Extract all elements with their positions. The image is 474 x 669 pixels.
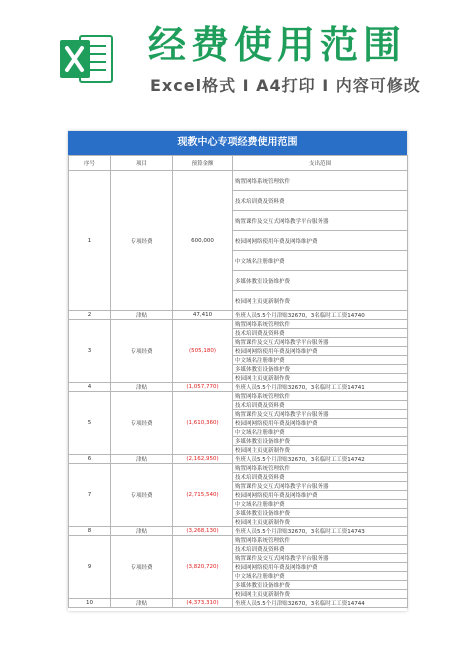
amount-cell: (3,820,720)	[173, 536, 233, 599]
table-row	[69, 527, 408, 536]
column-header: 支出范围	[233, 156, 408, 171]
expense-item-cell: 中文域名注册维护费	[233, 251, 408, 271]
column-header: 预算金额	[173, 156, 233, 171]
row-number: 6	[69, 455, 111, 464]
row-number: 7	[69, 464, 111, 527]
row-number: 3	[69, 320, 111, 383]
amount-cell: (4,373,310)	[173, 599, 233, 608]
table-row	[69, 455, 408, 464]
amount-cell: (1,057,770)	[173, 383, 233, 392]
expense-item-cell: 购置课件及交互式网络教学平台服务器	[233, 211, 408, 231]
page-title: 经费使用范围	[148, 23, 407, 67]
column-header: 项目	[111, 156, 173, 171]
project-cell: 专项经费	[111, 392, 173, 455]
expense-item-cell: 中文域名注册维护费	[233, 572, 408, 581]
row-number: 5	[69, 392, 111, 455]
expense-item-cell: 校园网网络使用年费及网络维护费	[233, 231, 408, 251]
expense-item-cell: 校园网主页更新制作费	[233, 446, 408, 455]
expense-item-cell: 校园网主页更新制作费	[233, 291, 408, 311]
sheet-title: 现教中心专项经费使用范围	[68, 131, 407, 155]
expense-item-cell: 多媒体教室设备维护费	[233, 437, 408, 446]
project-cell: 津贴	[111, 455, 173, 464]
amount-cell: (1,610,360)	[173, 392, 233, 455]
expense-item-cell: 中文域名注册维护费	[233, 500, 408, 509]
amount-cell: (2,162,950)	[173, 455, 233, 464]
table-row	[69, 171, 408, 191]
banner	[0, 0, 474, 118]
excel-icon	[58, 30, 116, 88]
expense-item-cell: 购置网络系统管理软件	[233, 392, 408, 401]
expense-item-cell: 技术培训费及资料费	[233, 329, 408, 338]
row-number: 4	[69, 383, 111, 392]
row-number: 8	[69, 527, 111, 536]
expense-item-cell: 多媒体教室设备维护费	[233, 581, 408, 590]
project-cell: 专项经费	[111, 536, 173, 599]
page-subtitle: Excel格式 I A4打印 I 内容可修改	[150, 76, 421, 95]
expense-item-cell: 中文域名注册维护费	[233, 428, 408, 437]
project-cell: 专项经费	[111, 464, 173, 527]
table-body	[69, 171, 408, 608]
project-cell: 津贴	[111, 383, 173, 392]
amount-cell: (2,715,540)	[173, 464, 233, 527]
expense-item-cell: 校园网网络使用年费及网络维护费	[233, 419, 408, 428]
project-cell: 津贴	[111, 527, 173, 536]
expense-item-cell: 坐班人员5.5个月津贴32670，3名临时工工资14741	[233, 383, 408, 392]
expense-item-cell: 购置网络系统管理软件	[233, 171, 408, 191]
expense-item-cell: 购置课件及交互式网络教学平台服务器	[233, 410, 408, 419]
expense-item-cell: 技术培训费及资料费	[233, 191, 408, 211]
budget-table	[68, 155, 408, 608]
expense-item-cell: 购置网络系统管理软件	[233, 464, 408, 473]
column-header: 序号	[69, 156, 111, 171]
amount-cell: (3,268,130)	[173, 527, 233, 536]
expense-item-cell: 购置课件及交互式网络教学平台服务器	[233, 482, 408, 491]
expense-item-cell: 购置课件及交互式网络教学平台服务器	[233, 554, 408, 563]
table-row	[69, 464, 408, 473]
amount-cell: 600,000	[173, 171, 233, 311]
expense-item-cell: 技术培训费及资料费	[233, 473, 408, 482]
expense-item-cell: 坐班人员5.5个月津贴32670，3名临时工工资14740	[233, 311, 408, 320]
row-number: 1	[69, 171, 111, 311]
expense-item-cell: 购置网络系统管理软件	[233, 536, 408, 545]
project-cell: 专项经费	[111, 320, 173, 383]
expense-item-cell: 校园网网络使用年费及网络维护费	[233, 491, 408, 500]
expense-item-cell: 购置课件及交互式网络教学平台服务器	[233, 338, 408, 347]
table-row	[69, 392, 408, 401]
table-row	[69, 536, 408, 545]
project-cell: 津贴	[111, 599, 173, 608]
expense-item-cell: 校园网网络使用年费及网络维护费	[233, 563, 408, 572]
table-row	[69, 599, 408, 608]
row-number: 10	[69, 599, 111, 608]
table-row	[69, 311, 408, 320]
expense-item-cell: 多媒体教室设备维护费	[233, 509, 408, 518]
expense-item-cell: 坐班人员5.5个月津贴32670，3名临时工工资14742	[233, 455, 408, 464]
expense-item-cell: 技术培训费及资料费	[233, 401, 408, 410]
expense-item-cell: 坐班人员5.5个月津贴32670，3名临时工工资14744	[233, 599, 408, 608]
expense-item-cell: 多媒体教室设备维护费	[233, 271, 408, 291]
project-cell: 专项经费	[111, 171, 173, 311]
amount-cell: 47,410	[173, 311, 233, 320]
expense-item-cell: 校园网主页更新制作费	[233, 518, 408, 527]
amount-cell: (505,180)	[173, 320, 233, 383]
expense-item-cell: 购置网络系统管理软件	[233, 320, 408, 329]
expense-item-cell: 校园网主页更新制作费	[233, 374, 408, 383]
table-row	[69, 320, 408, 329]
expense-item-cell: 中文域名注册维护费	[233, 356, 408, 365]
expense-item-cell: 技术培训费及资料费	[233, 545, 408, 554]
table-header-row	[69, 156, 408, 171]
expense-item-cell: 坐班人员5.5个月津贴32670，3名临时工工资14743	[233, 527, 408, 536]
row-number: 2	[69, 311, 111, 320]
table-row	[69, 383, 408, 392]
project-cell: 津贴	[111, 311, 173, 320]
expense-item-cell: 多媒体教室设备维护费	[233, 365, 408, 374]
expense-item-cell: 校园网主页更新制作费	[233, 590, 408, 599]
row-number: 9	[69, 536, 111, 599]
spreadsheet-preview	[68, 131, 407, 611]
expense-item-cell: 校园网网络使用年费及网络维护费	[233, 347, 408, 356]
